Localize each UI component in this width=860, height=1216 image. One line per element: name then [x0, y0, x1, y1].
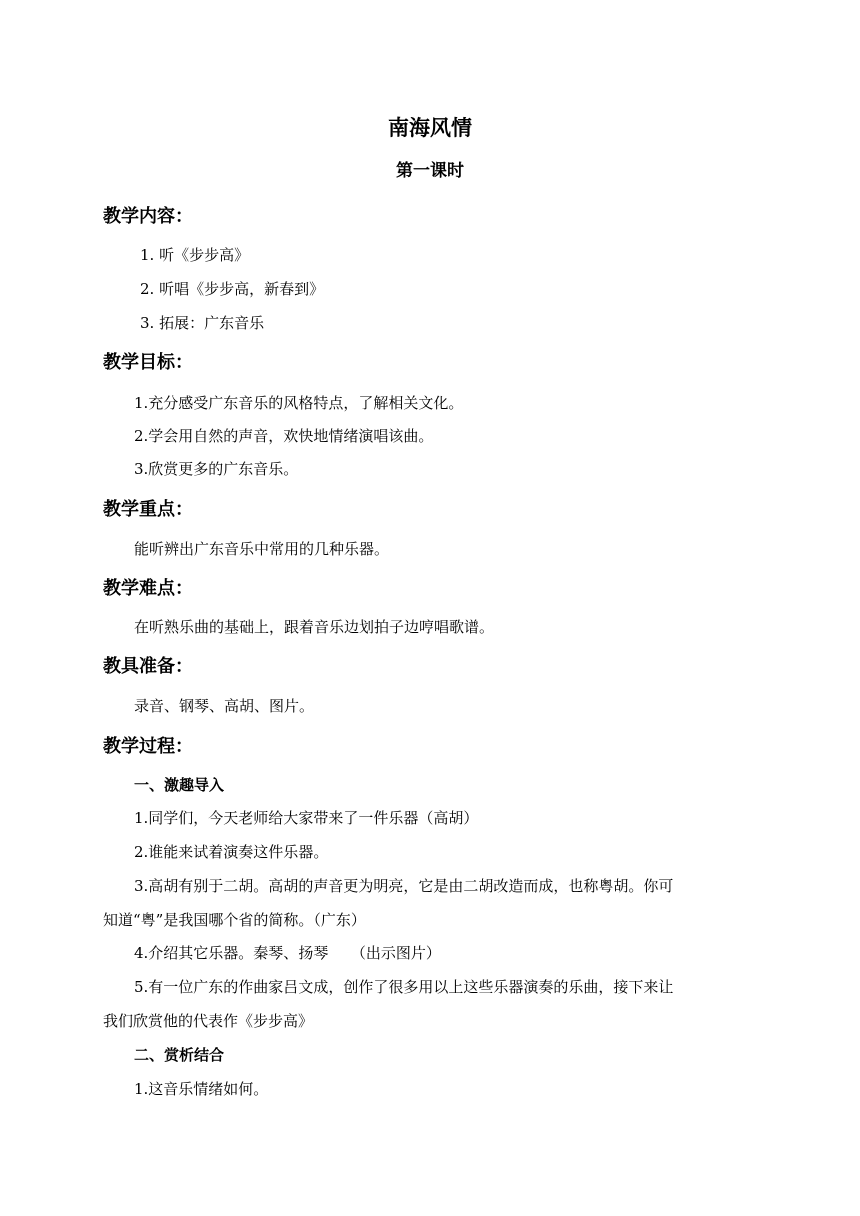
content-item-2: 2. 听唱《步步高，新春到》	[140, 280, 325, 298]
process-part1-item3-line1: 3.高胡有别于二胡。高胡的声音更为明亮，它是由二胡改造而成，也称粤胡。你可	[134, 877, 674, 895]
process-part1-item3-line2: 知道“粤”是我国哪个省的简称。（广东）	[103, 911, 366, 929]
section-heading-tools: 教具准备：	[103, 656, 193, 677]
goal-item-2: 2.学会用自然的声音，欢快地情绪演唱该曲。	[134, 427, 434, 445]
section-heading-key: 教学重点：	[103, 499, 193, 520]
content-item-1: 1. 听《步步高》	[140, 246, 250, 264]
process-part1-heading: 一、激趣导入	[134, 776, 225, 794]
process-part1-item4: 4.介绍其它乐器。秦琴、扬琴 （出示图片）	[134, 944, 441, 962]
process-part2-item1: 1.这音乐情绪如何。	[134, 1080, 269, 1098]
difficulty-text: 在听熟乐曲的基础上，跟着音乐边划拍子边哼唱歌谱。	[134, 618, 495, 636]
goal-item-1: 1.充分感受广东音乐的风格特点，了解相关文化。	[134, 394, 464, 412]
tools-text: 录音、钢琴、高胡、图片。	[134, 697, 315, 715]
page-subtitle: 第一课时	[396, 161, 464, 181]
section-heading-difficulty: 教学难点：	[103, 578, 193, 599]
process-part1-item5-line2: 我们欣赏他的代表作《步步高》	[103, 1012, 314, 1030]
process-part1-item5-line1: 5.有一位广东的作曲家吕文成，创作了很多用以上这些乐器演奏的乐曲，接下来让	[134, 978, 674, 996]
process-part1-item1: 1.同学们，今天老师给大家带来了一件乐器（高胡）	[134, 809, 479, 827]
section-heading-goals: 教学目标：	[103, 352, 193, 373]
process-part2-heading: 二、赏析结合	[134, 1046, 225, 1064]
goal-item-3: 3.欣赏更多的广东音乐。	[134, 460, 299, 478]
section-heading-content: 教学内容：	[103, 206, 193, 227]
section-heading-process: 教学过程：	[103, 736, 193, 757]
key-text: 能听辨出广东音乐中常用的几种乐器。	[134, 540, 390, 558]
page-title: 南海风情	[388, 116, 472, 140]
content-item-3: 3. 拓展：广东音乐	[140, 314, 265, 332]
process-part1-item2: 2.谁能来试着演奏这件乐器。	[134, 843, 329, 861]
